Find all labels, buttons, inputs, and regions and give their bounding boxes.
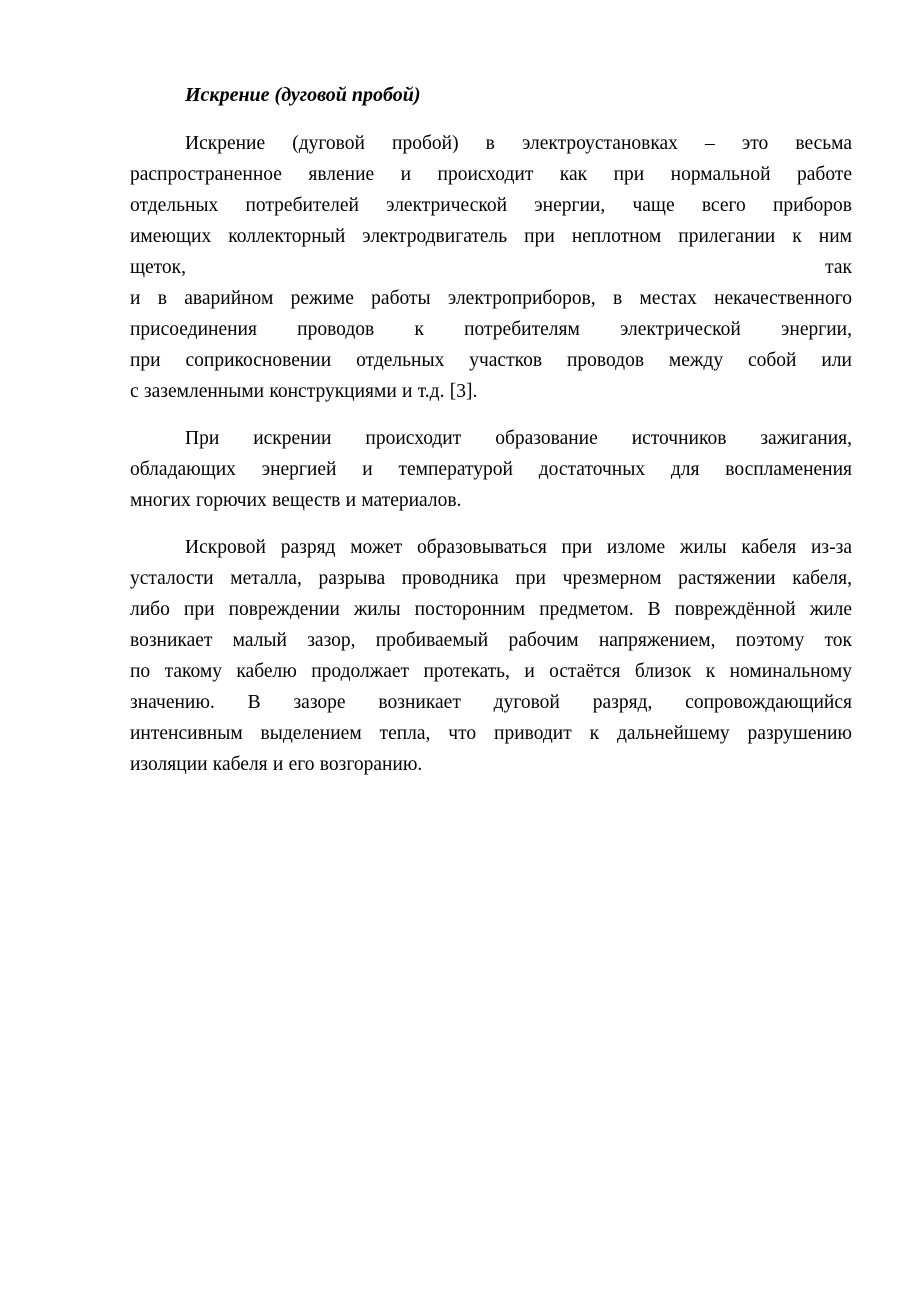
paragraph-line: по такому кабелю продолжает протекать, и остаётся близок к номинальному [130,661,852,682]
paragraph-line: имеющих коллекторный электродвигатель при неплотном прилегании к ним [130,226,852,247]
paragraph-line: и в аварийном режиме работы электроприборов, в местах некачественного [130,288,852,309]
paragraph-line: при соприкосновении отдельных участков проводов между собой или [130,350,852,371]
paragraph [130,532,852,780]
paragraph [130,128,852,407]
paragraph-line: изоляции кабеля и его возгоранию. [130,754,423,775]
section-heading: Искрение (дуговой пробой) [185,84,421,106]
paragraph-line: распространенное явление и происходит как при нормальной работе [130,164,852,185]
paragraph-line: значению. В зазоре возникает дуговой разряд, сопровождающийся [130,692,852,713]
paragraph-line: с заземленными конструкциями и т.д. [3]. [130,381,478,402]
paragraph-line: щеток, так [130,257,852,278]
paragraph-line: присоединения проводов к потребителям электрической энергии, [130,319,852,340]
paragraph-line: обладающих энергией и температурой достаточных для воспламенения [130,459,852,480]
paragraph-line: Искровой разряд может образовываться при изломе жилы кабеля из-за [185,537,852,558]
paragraph-line: усталости металла, разрыва проводника при чрезмерном растяжении кабеля, [130,568,852,589]
document-body [130,128,852,780]
paragraph-line: интенсивным выделением тепла, что приводит к дальнейшему разрушению [130,723,852,744]
paragraph-line: При искрении происходит образование источников зажигания, [185,428,852,449]
paragraph-line: возникает малый зазор, пробиваемый рабочим напряжением, поэтому ток [130,630,852,651]
paragraph-line: либо при повреждении жилы посторонним предметом. В повреждённой жиле [130,599,852,620]
paragraph-line: Искрение (дуговой пробой) в электроустановках – это весьма [185,133,852,154]
paragraph [130,423,852,516]
paragraph-line: отдельных потребителей электрической энергии, чаще всего приборов [130,195,852,216]
paragraph-line: многих горючих веществ и материалов. [130,490,462,511]
